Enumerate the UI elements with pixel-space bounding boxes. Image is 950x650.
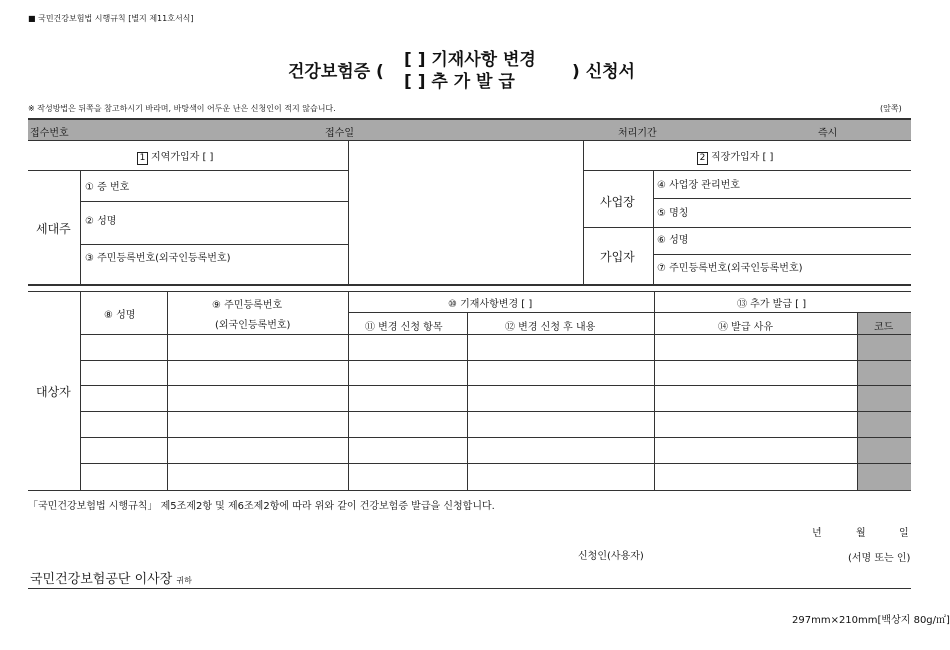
target-row-rule bbox=[80, 360, 911, 361]
regional-subscriber-heading bbox=[137, 148, 213, 165]
section-number-box: 1 bbox=[137, 152, 148, 165]
employee-rrn-field[interactable]: ⑦ 주민등록번호(외국인등록번호) bbox=[657, 263, 803, 274]
regional-inner-divider bbox=[80, 170, 81, 284]
option-change-info[interactable]: [ ] 기재사항 변경 bbox=[404, 50, 536, 70]
addressee-name: 국민건강보험공단 이사장 bbox=[30, 572, 173, 587]
signature-note: (서명 또는 인) bbox=[848, 553, 911, 564]
target-bottom-rule bbox=[28, 490, 911, 491]
change-item-header: ⑪ 변경 신청 항목 bbox=[365, 322, 443, 333]
household-head-rrn-field[interactable]: ③ 주민등록번호(외국인등록번호) bbox=[85, 253, 231, 264]
workplace-group-rule bbox=[583, 227, 911, 228]
employee-label: 가입자 bbox=[600, 250, 635, 264]
household-head-name-field[interactable]: ② 성명 bbox=[85, 216, 117, 227]
processing-period-label: 처리기간 bbox=[618, 128, 657, 139]
receipt-bar bbox=[28, 119, 911, 140]
processing-period-value: 즉시 bbox=[818, 128, 838, 139]
receipt-date-label: 접수일 bbox=[325, 128, 354, 139]
target-rrn-header: ⑨ 주민등록번호 bbox=[212, 300, 283, 311]
insurance-card-number-field[interactable]: ① 증 번호 bbox=[85, 182, 130, 193]
regional-subscriber-label[interactable]: 지역가입자 [ ] bbox=[151, 152, 214, 163]
workplace-rule bbox=[583, 170, 911, 171]
code-header: 코드 bbox=[874, 322, 894, 333]
year-label: 년 bbox=[812, 528, 822, 539]
target-row-rule bbox=[80, 437, 911, 438]
target-col-divider bbox=[167, 291, 168, 490]
household-head-label: 세대주 bbox=[36, 222, 71, 236]
form-title-prefix: 건강보험증 ( bbox=[288, 62, 384, 82]
section-number-box: 2 bbox=[697, 152, 708, 165]
target-col-divider bbox=[348, 291, 349, 490]
regulation-reference: ■ 국민건강보험법 시행규칙 [별지 제11호서식] bbox=[28, 14, 194, 23]
workplace-subscriber-label[interactable]: 직장가입자 [ ] bbox=[711, 152, 774, 163]
paper-spec: 297mm×210mm[백상지 80g/㎡] bbox=[792, 615, 950, 626]
target-top-rule bbox=[28, 291, 911, 292]
regional-row-rule bbox=[80, 244, 348, 245]
receipt-number-label: 접수번호 bbox=[30, 128, 69, 139]
target-col-divider bbox=[80, 291, 81, 490]
workplace-subscriber-heading bbox=[697, 148, 773, 165]
employer-label: 사업장 bbox=[600, 195, 635, 209]
target-col-divider bbox=[654, 291, 655, 490]
form-title-suffix: ) 신청서 bbox=[572, 62, 635, 82]
info-change-header[interactable]: ⑩ 기재사항변경 [ ] bbox=[448, 299, 533, 310]
target-row-rule bbox=[80, 463, 911, 464]
instruction-note: ※ 작성방법은 뒤쪽을 참고하시기 바라며, 바탕색이 어두운 난은 신청인이 적지 않습니다. bbox=[28, 104, 336, 113]
reissue-header[interactable]: ⑬ 추가 발급 [ ] bbox=[737, 299, 807, 310]
legal-statement: 「국민건강보험법 시행규칙」 제5조제2항 및 제6조제2항에 따라 위와 같이 건강보험증 발급을 신청합니다. bbox=[28, 501, 495, 512]
target-row-rule bbox=[80, 411, 911, 412]
target-row-rule bbox=[80, 385, 911, 386]
workplace-name-field[interactable]: ⑤ 명칭 bbox=[657, 208, 689, 219]
divider-left-section bbox=[348, 141, 349, 284]
receipt-bottom-rule bbox=[28, 140, 911, 141]
target-name-header: ⑧ 성명 bbox=[104, 310, 136, 321]
target-subheader-rule bbox=[348, 312, 911, 313]
change-after-header: ⑫ 변경 신청 후 내용 bbox=[505, 322, 596, 333]
page-side-label: (앞쪽) bbox=[880, 104, 902, 113]
top-rule bbox=[28, 118, 911, 120]
target-header-bottom-rule bbox=[80, 334, 911, 335]
addressee-suffix: 귀하 bbox=[176, 576, 192, 585]
footer-rule bbox=[28, 588, 911, 589]
target-rrn-subheader: (외국인등록번호) bbox=[215, 320, 291, 331]
reissue-reason-header: ⑭ 발급 사유 bbox=[718, 322, 773, 333]
employee-name-field[interactable]: ⑥ 성명 bbox=[657, 235, 689, 246]
workplace-row-rule bbox=[653, 198, 911, 199]
day-label: 일 bbox=[899, 528, 909, 539]
target-person-label: 대상자 bbox=[36, 385, 71, 399]
month-label: 월 bbox=[856, 528, 866, 539]
applicant-label: 신청인(사용자) bbox=[578, 551, 644, 562]
regional-rule bbox=[28, 170, 348, 171]
subscriber-bottom-rule bbox=[28, 284, 911, 286]
option-reissue[interactable]: [ ] 추 가 발 급 bbox=[404, 72, 515, 92]
addressee bbox=[30, 568, 192, 587]
divider-right-section bbox=[583, 141, 584, 284]
workplace-row-rule bbox=[653, 254, 911, 255]
workplace-management-number-field[interactable]: ④ 사업장 관리번호 bbox=[657, 180, 740, 191]
regional-row-rule bbox=[80, 201, 348, 202]
